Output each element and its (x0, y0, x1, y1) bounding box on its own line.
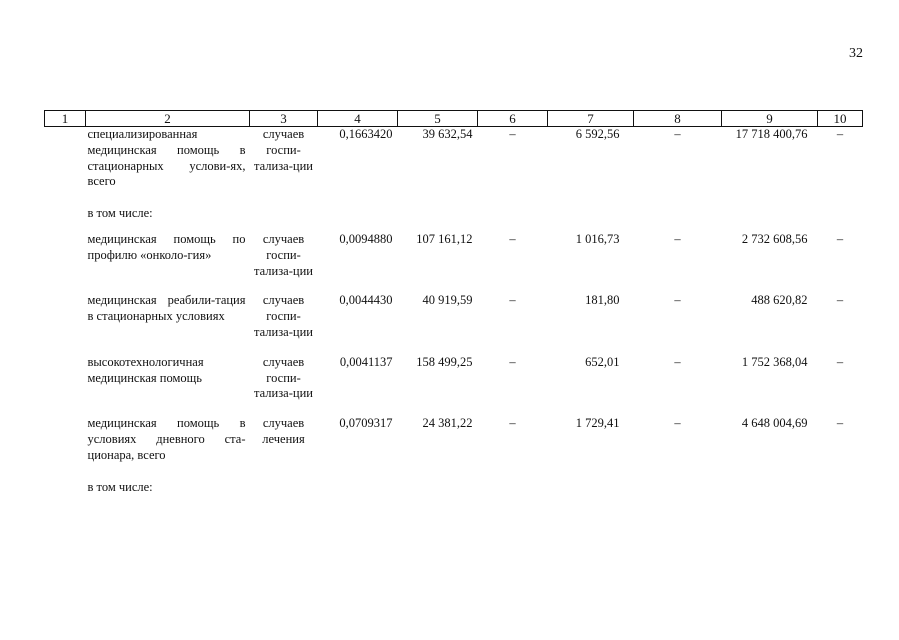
column-header-4: 4 (318, 111, 398, 127)
row-value-8: – (674, 416, 681, 431)
row-value-10: – (836, 416, 844, 431)
table-row-subheading (45, 478, 863, 506)
column-header-10: 10 (818, 111, 863, 127)
row-value-5: 39 632,54 (422, 127, 473, 141)
row-value-4: 0,0044430 (339, 293, 393, 308)
column-header-5: 5 (398, 111, 478, 127)
row-value-9: 2 732 608,56 (741, 231, 808, 246)
table-row-subheading (45, 204, 863, 232)
table-row (45, 416, 863, 477)
column-header-7: 7 (548, 111, 634, 127)
row-value-10: – (836, 231, 844, 246)
page-number: 32 (849, 46, 863, 61)
subheading-label: в том числе: (87, 479, 153, 494)
row-value-5: 40 919,59 (422, 293, 473, 308)
row-value-6: – (509, 354, 516, 369)
row-value-5: 158 499,25 (416, 354, 473, 369)
row-value-6: – (509, 231, 516, 246)
row-name: медицинская реабили-тация в стационарных условиях (87, 293, 246, 324)
row-value-6: – (509, 416, 516, 431)
row-index-cell (45, 232, 86, 293)
row-value-7: 181,80 (585, 293, 620, 308)
row-name: специализированная медицинская помощь в стационарных услови-ях, всего (87, 127, 246, 189)
row-index-cell (45, 127, 86, 205)
row-value-7: 652,01 (585, 354, 620, 369)
row-name: медицинская помощь в условиях дневного ста-ционара, всего (87, 416, 246, 462)
row-value-7: 1 016,73 (575, 231, 620, 246)
column-header-3: 3 (250, 111, 318, 127)
row-unit: случаев госпи-тализа-ции (254, 231, 313, 278)
subheading-label: в том числе: (87, 206, 153, 221)
row-index-cell (45, 355, 86, 416)
row-value-4: 0,1663420 (339, 127, 393, 141)
row-unit: случаев госпи-тализа-ции (254, 127, 313, 173)
row-value-9: 488 620,82 (751, 293, 808, 308)
column-header-2: 2 (86, 111, 250, 127)
row-value-8: – (674, 127, 681, 141)
row-name: высокотехнологичная медицинская помощь (87, 354, 204, 385)
column-header-8: 8 (634, 111, 722, 127)
row-value-7: 6 592,56 (575, 127, 620, 141)
column-header-6: 6 (478, 111, 548, 127)
row-index-cell (45, 293, 86, 354)
column-number-header (45, 111, 863, 127)
table-row (45, 355, 863, 416)
column-header-1: 1 (45, 111, 86, 127)
row-value-10: – (836, 127, 844, 141)
table-row (45, 127, 863, 205)
report-table (44, 110, 863, 505)
row-value-5: 107 161,12 (416, 231, 473, 246)
row-unit: случаев госпи-тализа-ции (254, 354, 313, 401)
row-value-10: – (836, 354, 844, 369)
row-value-9: 17 718 400,76 (735, 127, 808, 141)
table-row (45, 232, 863, 293)
row-name: медицинская помощь по профилю «онколо-гия» (87, 231, 246, 262)
row-value-4: 0,0709317 (339, 416, 393, 431)
row-value-8: – (674, 231, 681, 246)
row-value-4: 0,0094880 (339, 231, 393, 246)
row-unit: случаев госпи-тализа-ции (254, 293, 313, 339)
row-unit: случаев лечения (262, 416, 305, 446)
table-row (45, 293, 863, 354)
row-value-7: 1 729,41 (575, 416, 620, 431)
row-value-10: – (836, 293, 844, 308)
row-value-4: 0,0041137 (339, 354, 393, 369)
row-value-9: 4 648 004,69 (741, 416, 808, 431)
row-value-5: 24 381,22 (422, 416, 473, 431)
row-value-9: 1 752 368,04 (741, 354, 808, 369)
row-value-6: – (509, 127, 516, 141)
row-index-cell (45, 416, 86, 477)
row-value-6: – (509, 293, 516, 308)
row-value-8: – (674, 354, 681, 369)
column-header-9: 9 (722, 111, 818, 127)
row-value-8: – (674, 293, 681, 308)
